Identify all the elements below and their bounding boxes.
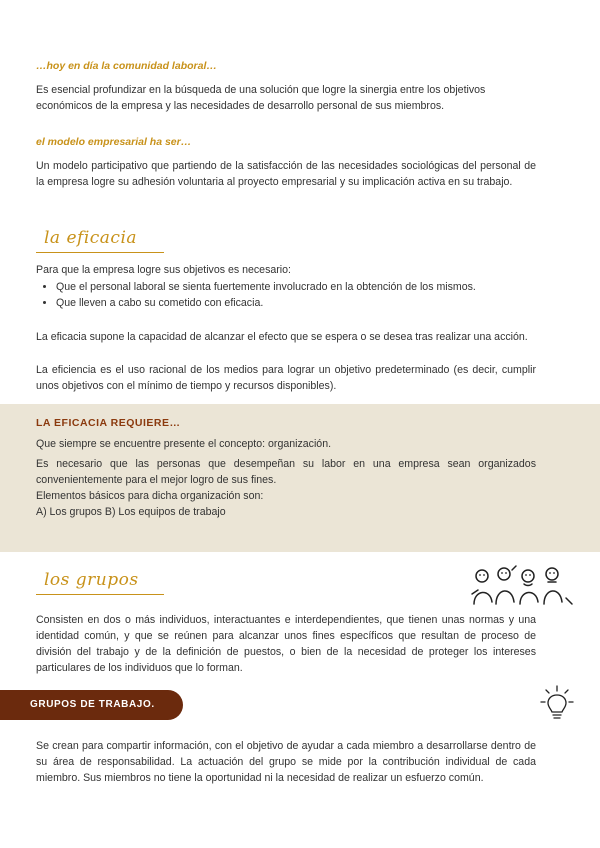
paragraph-eficacia-definition: La eficacia supone la capacidad de alcanzar el efecto que se espera o se desea tras realizar una acción. — [36, 331, 528, 343]
light-bulb-icon — [540, 684, 574, 724]
subtitle-modelo-empresarial: el modelo empresarial ha ser… — [36, 136, 192, 148]
paragraph-grupos-trabajo: Se crean para compartir información, con el objetivo de ayudar a cada miembro a desarrollarse dentro de su área de responsabilidad. La actuación del grupo se mide por la contribución individual de cada miembro. Sus miembros no tiene la oportunidad ni la necesidad de realizar un esfuerzo común. — [36, 740, 536, 784]
band-line-grupos-equipos: A) Los grupos B) Los equipos de trabajo — [36, 506, 226, 518]
heading-underline — [36, 252, 164, 253]
band-line-organizacion: Que siempre se encuentre presente el concepto: organización. — [36, 438, 332, 450]
paragraph-modelo-participativo: Un modelo participativo que partiendo de la satisfacción de las necesidades sociológicas del personal de la empresa logre su adhesión voluntaria al proyecto empresarial y su implicación activa en su trabajo. — [36, 160, 536, 188]
group-people-icon — [466, 564, 578, 610]
list-item: • Que el personal laboral se sienta fuertemente involucrado en la obtención de los mismos. — [56, 279, 546, 295]
heading-los-grupos: los grupos — [44, 570, 139, 590]
eficacia-bullet-list — [36, 279, 546, 311]
subtitle-comunidad-laboral: …hoy en día la comunidad laboral… — [36, 60, 217, 72]
band-line-organizados: Es necesario que las personas que desempeñan su labor en una empresa sean organizados convenientemente para el mejor logro de sus fines. — [36, 458, 536, 486]
heading-underline — [36, 594, 164, 595]
paragraph-eficiencia-definition: La eficiencia es el uso racional de los medios para lograr un objetivo predeterminado (es decir, cumplir unos objetivos con el mínimo de tiempo y recursos disponibles). — [36, 364, 536, 392]
band-title: LA EFICACIA REQUIERE… — [36, 417, 181, 429]
paragraph-eficacia-intro: Para que la empresa logre sus objetivos es necesario: — [36, 264, 291, 276]
paragraph-sinergia: Es esencial profundizar en la búsqueda de una solución que logre la sinergia entre los objetivos económicos de la empresa y las necesidades de desarrollo personal de sus miembros. — [36, 84, 486, 112]
band-line-elementos: Elementos básicos para dicha organización son: — [36, 490, 264, 502]
grupos-de-trabajo-label: GRUPOS DE TRABAJO. — [0, 690, 183, 720]
paragraph-grupos-definicion: Consisten en dos o más individuos, interactuantes e interdependientes, que tienen unas normas y una identidad común, y que se reúnen para alcanzar unos fines específicos que resultan de proceso de división del trabajo y de la definición de puestos, o bien de la necesidad de proteger los intereses particulares de los individuos que lo forman. — [36, 614, 536, 674]
heading-la-eficacia: la eficacia — [44, 228, 138, 248]
list-item: • Que lleven a cabo su cometido con eficacia. — [56, 295, 546, 311]
